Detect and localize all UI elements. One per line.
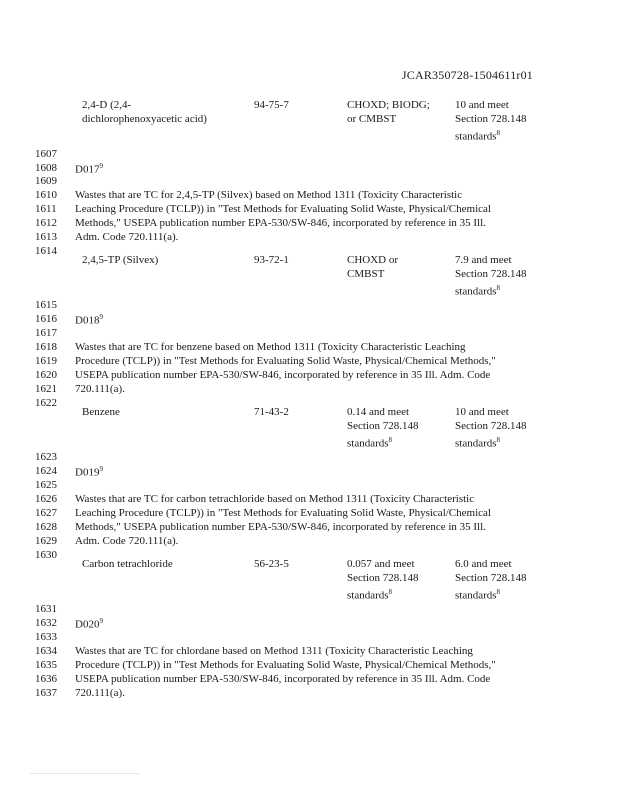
table-cell-nonwastewater-text: 6.0 and meet Section 728.148 standards [455, 558, 527, 602]
line-number: 1635 [35, 659, 57, 671]
footnote-marker: 9 [99, 162, 103, 170]
paragraph-line [75, 507, 491, 519]
table-cell-nonwastewater [455, 405, 555, 451]
paragraph-line [75, 687, 125, 699]
table-cell-cas-text: 71-43-2 [254, 406, 289, 418]
line-text: Methods," USEPA publication number EPA-530/SW-846, incorporated by reference in 35 Ill. [75, 521, 486, 533]
line-text: 720.111(a). [75, 383, 125, 395]
line-number: 1626 [35, 493, 57, 505]
line-number: 1632 [35, 617, 57, 629]
line-number: 1630 [35, 549, 57, 561]
line-number: 1629 [35, 535, 57, 547]
line-number: 1607 [35, 148, 57, 160]
line-number: 1623 [35, 451, 57, 463]
paragraph-line [75, 231, 178, 243]
line-text: Wastes that are TC for chlordane based on Method 1311 (Toxicity Characteristic Leaching [75, 645, 473, 657]
line-text: Wastes that are TC for benzene based on Method 1311 (Toxicity Characteristic Leaching [75, 341, 466, 353]
paragraph-line [75, 203, 491, 215]
line-text: 720.111(a). [75, 687, 125, 699]
table-cell-wastewater: CHOXD; BIODG; or CMBST [347, 99, 430, 125]
line-number: 1633 [35, 631, 57, 643]
paragraph-line [75, 341, 466, 353]
document-id: JCAR350728-1504611r01 [401, 68, 533, 82]
line-number: 1624 [35, 465, 57, 477]
table-cell-waste [82, 405, 242, 419]
table-cell-wastewater [347, 557, 451, 603]
line-number: 1619 [35, 355, 57, 367]
line-number: 1611 [35, 203, 57, 215]
line-number: 1620 [35, 369, 57, 381]
paragraph-line [75, 535, 178, 547]
footnote-marker: 8 [388, 588, 393, 596]
table-cell-nonwastewater-text: 7.9 and meet Section 728.148 standards [455, 254, 527, 298]
line-text: Wastes that are TC for carbon tetrachloride based on Method 1311 (Toxicity Characteristic [75, 493, 475, 505]
line-number: 1608 [35, 162, 57, 174]
table-cell-waste: 2,4-D (2,4- dichlorophenoxyacetic acid) [82, 99, 207, 125]
table-cell-wastewater [347, 253, 451, 281]
table-cell-cas [254, 253, 334, 267]
table-cell-wastewater-text: 0.14 and meet Section 728.148 standards [347, 406, 419, 450]
table-cell-waste-text: 2,4,5-TP (Silvex) [82, 254, 159, 266]
paragraph-line [75, 645, 473, 657]
paragraph-line [75, 189, 462, 201]
line-text: D020 [75, 618, 100, 631]
table-cell-cas: 94-75-7 [254, 99, 289, 111]
paragraph-line [75, 493, 474, 505]
line-text: Adm. Code 720.111(a). [75, 231, 179, 243]
line-number: 1615 [35, 299, 57, 311]
line-text: Adm. Code 720.111(a). [75, 535, 179, 547]
table-cell-nonwastewater-text: 10 and meet Section 728.148 standards [455, 406, 527, 450]
line-number: 1634 [35, 645, 57, 657]
paragraph-line [75, 521, 486, 533]
line-number: 1617 [35, 327, 57, 339]
line-number: 1625 [35, 479, 57, 491]
line-text: USEPA publication number EPA-530/SW-846, incorporated by reference in 35 Ill. Adm. Code [75, 369, 491, 381]
footnote-marker: 8 [496, 129, 501, 137]
line-number: 1636 [35, 673, 57, 685]
footnote-marker: 9 [99, 313, 103, 321]
table-cell-cas-text: 56-23-5 [254, 558, 289, 570]
line-number: 1631 [35, 603, 57, 615]
table-cell-wastewater-text: CHOXD or CMBST [347, 254, 399, 280]
line-text: D019 [75, 466, 100, 479]
footnote-marker: 8 [496, 588, 501, 596]
line-text: Methods," USEPA publication number EPA-530/SW-846, incorporated by reference in 35 Ill. [75, 217, 486, 229]
line-number: 1612 [35, 217, 57, 229]
footer-divider [30, 773, 140, 774]
line-number: 1618 [35, 341, 57, 353]
line-text: USEPA publication number EPA-530/SW-846, incorporated by reference in 35 Ill. Adm. Code [75, 673, 491, 685]
paragraph-line [75, 217, 486, 229]
table-cell-wastewater [347, 405, 451, 451]
table-cell-nonwastewater [455, 98, 555, 144]
waste-code [75, 313, 103, 327]
line-text: Procedure (TCLP)) in "Test Methods for Evaluating Solid Waste, Physical/Chemical Methods," [75, 659, 496, 671]
line-number: 1622 [35, 397, 57, 409]
footnote-marker: 9 [99, 617, 103, 625]
line-number: 1613 [35, 231, 57, 243]
footnote-marker: 8 [496, 284, 501, 292]
paragraph-line [75, 355, 496, 367]
line-number: 1614 [35, 245, 57, 257]
paragraph-line [75, 383, 125, 395]
line-text: D017 [75, 163, 100, 176]
paragraph-line [75, 369, 490, 381]
line-number: 1609 [35, 175, 57, 187]
table-cell-cas [254, 557, 334, 571]
footnote-marker: 8 [496, 436, 501, 444]
line-text: Wastes that are TC for 2,4,5-TP (Silvex) based on Method 1311 (Toxicity Characteristic [75, 189, 463, 201]
line-text: Procedure (TCLP)) in "Test Methods for Evaluating Solid Waste, Physical/Chemical Methods," [75, 355, 496, 367]
line-number: 1610 [35, 189, 57, 201]
table-cell-wastewater-text: 0.057 and meet Section 728.148 standards [347, 558, 419, 602]
waste-code [75, 162, 103, 176]
table-cell-nonwastewater [455, 253, 555, 299]
table-cell-waste-text: Carbon tetrachloride [82, 558, 173, 570]
paragraph-line [75, 673, 490, 685]
line-number: 1621 [35, 383, 57, 395]
footnote-marker: 8 [388, 436, 393, 444]
waste-code [75, 465, 103, 479]
line-number: 1628 [35, 521, 57, 533]
table-cell-cas-text: 93-72-1 [254, 254, 289, 266]
waste-code [75, 617, 103, 631]
line-number: 1627 [35, 507, 57, 519]
line-text: Leaching Procedure (TCLP)) in "Test Methods for Evaluating Solid Waste, Physical/Chemical [75, 203, 491, 215]
line-text: Leaching Procedure (TCLP)) in "Test Methods for Evaluating Solid Waste, Physical/Chemical [75, 507, 491, 519]
line-number: 1637 [35, 687, 57, 699]
line-text: D018 [75, 314, 100, 327]
paragraph-line [75, 659, 496, 671]
footnote-marker: 9 [99, 465, 103, 473]
table-cell-waste [82, 253, 242, 267]
nonwastewater-text: 10 and meet Section 728.148 standards [455, 99, 527, 143]
line-number: 1616 [35, 313, 57, 325]
table-cell-nonwastewater [455, 557, 555, 603]
table-cell-cas [254, 405, 334, 419]
table-cell-waste [82, 557, 242, 571]
table-cell-waste-text: Benzene [82, 406, 120, 418]
